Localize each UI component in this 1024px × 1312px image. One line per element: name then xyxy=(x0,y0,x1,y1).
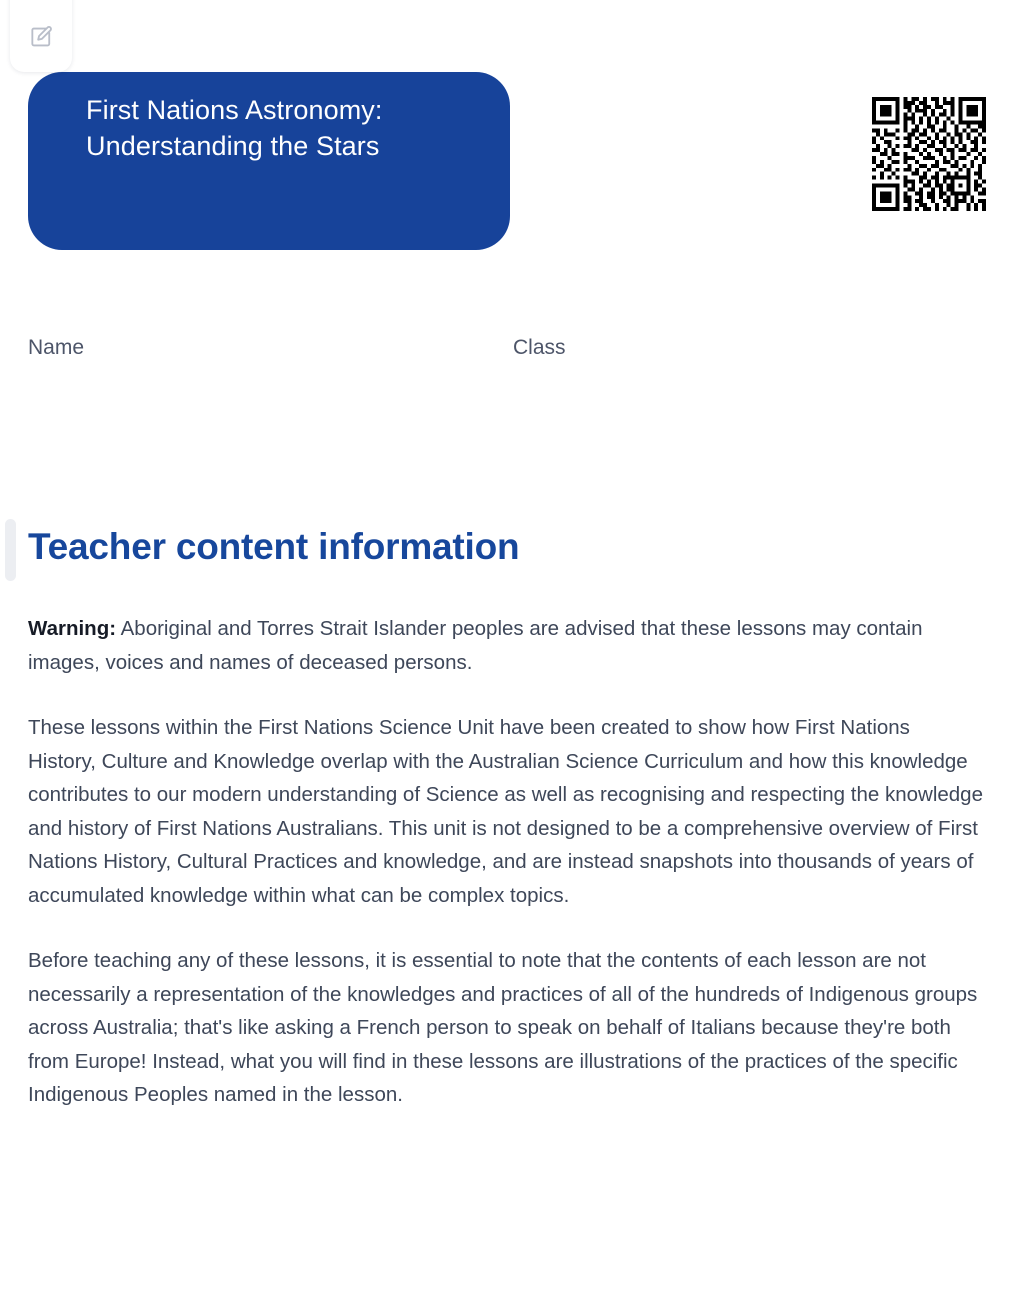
warning-text: Aboriginal and Torres Strait Islander peoples are advised that these lessons may contain images, voices and names of deceased persons. xyxy=(28,617,923,674)
warning-paragraph xyxy=(28,612,983,679)
paragraph-3: Before teaching any of these lessons, it is essential to note that the contents of each lesson are not necessarily a representation of the knowledges and practices of all of the hundreds of Indigenous groups across Australia; that's like asking a French person to speak on behalf of Italians because they're both from Europe! Instead, what you will find in these lessons are illustrations of the practices of the specific Indigenous Peoples named in the lesson. xyxy=(28,949,978,1106)
name-field-label: Name xyxy=(28,336,85,359)
lesson-title-card xyxy=(28,72,510,250)
paragraph-2: These lessons within the First Nations Science Unit have been created to show how First Nations History, Culture and Knowledge overlap with the Australian Science Curriculum and how this knowledge contributes to our modern understanding of Science as well as recognising and respecting the knowledge and history of First Nations Australians. This unit is not designed to be a comprehensive overview of First Nations History, Cultural Practices and knowledge, and are instead snapshots into thousands of years of accumulated knowledge within what can be complex topics. xyxy=(28,716,983,907)
student-fields xyxy=(28,333,968,367)
edit-button[interactable] xyxy=(10,0,72,72)
heading-accent-bar xyxy=(5,519,16,581)
class-field-label: Class xyxy=(513,336,566,359)
warning-label: Warning: xyxy=(28,617,117,640)
page-title: Teacher content information xyxy=(28,526,520,567)
section-header xyxy=(0,516,980,580)
qr-code-icon[interactable] xyxy=(872,97,986,211)
edit-square-pencil-icon xyxy=(28,24,54,50)
teacher-content-body xyxy=(28,612,983,1112)
lesson-title: First Nations Astronomy: Understanding the Stars xyxy=(86,95,383,161)
